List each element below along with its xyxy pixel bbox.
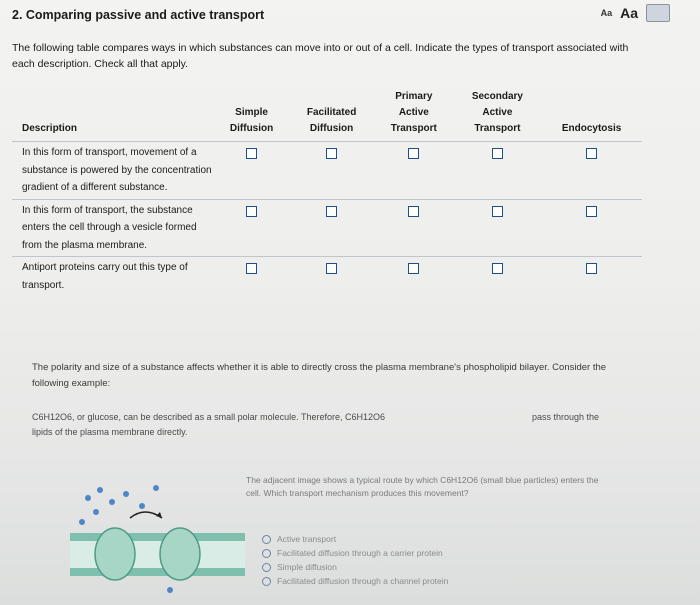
checkbox-row2-facilitated[interactable] — [326, 206, 337, 217]
radio-icon[interactable] — [262, 535, 271, 544]
instructions: The following table compares ways in which substances can move into or out of a cell. Indicate the types of transport associated with each description. Check all that apply. — [12, 42, 629, 70]
checkbox-row2-simple[interactable] — [246, 206, 257, 217]
row-description: In this form of transport, movement of a substance is powered by the concentration gradient of a different substance. — [12, 142, 214, 200]
checkbox-row3-primary[interactable] — [408, 263, 419, 274]
checkbox-row1-endocytosis[interactable] — [586, 148, 597, 159]
checkbox-row1-primary[interactable] — [408, 148, 419, 159]
checkbox-row3-simple[interactable] — [246, 263, 257, 274]
glucose-particle — [85, 495, 91, 501]
checkbox-row2-endocytosis[interactable] — [586, 206, 597, 217]
checkbox-row3-facilitated[interactable] — [326, 263, 337, 274]
option-facilitated-carrier[interactable]: Facilitated diffusion through a carrier protein — [262, 546, 448, 560]
subquestion-text: The adjacent image shows a typical route by which C6H12O6 (small blue particles) enters the cell. Which transport mechanism produces this movement? — [246, 475, 599, 498]
option-active-transport[interactable]: Active transport — [262, 532, 448, 546]
col-header-description: Description — [22, 123, 78, 134]
glucose-particle — [123, 491, 129, 497]
checkbox-row1-facilitated[interactable] — [326, 148, 337, 159]
table-row — [12, 199, 642, 257]
checkbox-row1-simple[interactable] — [246, 148, 257, 159]
col-header-secondary-active: Secondary Active Transport — [471, 91, 523, 134]
transport-table — [12, 87, 642, 296]
table-row — [12, 142, 642, 200]
checkbox-row1-secondary[interactable] — [492, 148, 503, 159]
radio-icon[interactable] — [262, 577, 271, 586]
book-icon[interactable] — [646, 4, 670, 22]
example-text-right: pass through the — [532, 412, 600, 422]
example-text: C6H12O6, or glucose, can be described as a small polar molecule. Therefore, C6H12O6 — [32, 412, 386, 422]
glucose-particle — [153, 485, 159, 491]
increase-text-size-button[interactable]: Aa — [620, 5, 638, 21]
col-header-primary-active: Primary Active Transport — [390, 91, 437, 134]
glucose-particle — [139, 503, 145, 509]
glucose-particle — [109, 499, 115, 505]
decrease-text-size-button[interactable]: Aa — [600, 8, 613, 18]
glucose-particle — [79, 519, 85, 525]
passage-example — [32, 410, 622, 440]
question-title: 2. Comparing passive and active transport — [12, 8, 265, 22]
option-simple-diffusion[interactable]: Simple diffusion — [262, 560, 448, 574]
passage-intro: The polarity and size of a substance affects whether it is able to directly cross the plasma membrane's phospholipid bilayer. Consider the following example: — [32, 362, 607, 389]
row-description: In this form of transport, the substance enters the cell through a vesicle formed from the plasma membrane. — [12, 199, 214, 257]
answer-options — [262, 532, 448, 588]
transport-protein — [95, 528, 135, 580]
radio-icon[interactable] — [262, 549, 271, 558]
checkbox-row3-endocytosis[interactable] — [586, 263, 597, 274]
checkbox-row2-primary[interactable] — [408, 206, 419, 217]
radio-icon[interactable] — [262, 563, 271, 572]
example-continuation: lipids of the plasma membrane directly. — [32, 427, 188, 437]
transport-protein — [160, 528, 200, 580]
toolbar — [601, 4, 670, 22]
membrane-top-layer — [70, 533, 245, 541]
membrane-transport-diagram — [70, 478, 245, 598]
row-description: Antiport proteins carry out this type of transport. — [12, 257, 214, 297]
table-row — [12, 257, 642, 297]
col-header-simple-diffusion: Simple Diffusion — [229, 107, 274, 134]
option-facilitated-channel[interactable]: Facilitated diffusion through a channel protein — [262, 574, 448, 588]
checkbox-row3-secondary[interactable] — [492, 263, 503, 274]
glucose-particle — [93, 509, 99, 515]
checkbox-row2-secondary[interactable] — [492, 206, 503, 217]
glucose-particle — [167, 587, 173, 593]
membrane-bottom-layer — [70, 568, 245, 576]
glucose-particle — [97, 487, 103, 493]
col-header-endocytosis: Endocytosis — [561, 123, 622, 134]
col-header-facilitated-diffusion: Facilitated Diffusion — [306, 107, 357, 134]
